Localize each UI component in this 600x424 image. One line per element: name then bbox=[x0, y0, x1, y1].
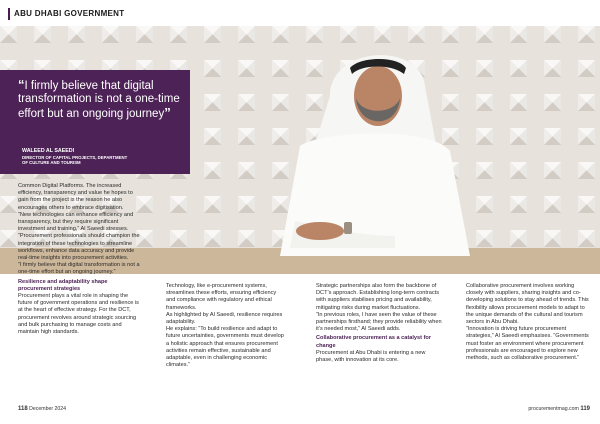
pull-quote bbox=[18, 78, 184, 121]
paragraph: Procurement at Abu Dhabi is entering a new phase, with innovation at its core. bbox=[316, 349, 426, 364]
header-accent-bar bbox=[8, 8, 10, 20]
article-column-1 bbox=[18, 183, 140, 336]
quote-author-name: WALEED AL SAEEDI bbox=[22, 148, 75, 154]
paragraph: “Innovation is driving future procurement strategies,” Al Saeedi emphasises. “Governments must foster an environment where procurement professionals are encouraged to explore new methods, such as collaborative procurement.” bbox=[466, 326, 589, 362]
quote-author-role: DIRECTOR OF CAPITAL PROJECTS, DEPARTMENT OF CULTURE AND TOURISM bbox=[22, 155, 128, 165]
paragraph: Technology, like e-procurement systems, streamlines these efforts, ensuring efficiency and compliance with regulatory and ethical frameworks. bbox=[166, 283, 277, 311]
close-quote-mark: ” bbox=[164, 105, 171, 120]
article-column-3 bbox=[316, 283, 442, 364]
right-page-number: 119 bbox=[580, 406, 590, 412]
section-title: ABU DHABI GOVERNMENT bbox=[14, 9, 125, 18]
paragraph: Common Digital Platforms. The increased efficiency, transparency and value he hopes to gain from the project is the reason he also encourages others to embrace digitisation. bbox=[18, 183, 133, 211]
pull-quote-text: I firmly believe that digital transformation is not a one-time effort but an ongoing journey bbox=[18, 80, 180, 120]
page-header bbox=[0, 0, 600, 26]
paragraph: As highlighted by Al Saeedi, resilience requires adaptability. bbox=[166, 311, 283, 326]
left-page-number: 118 bbox=[18, 406, 28, 412]
issue-date: December 2024 bbox=[29, 406, 67, 412]
article-column-2 bbox=[166, 283, 284, 369]
open-quote-mark: “ bbox=[18, 77, 25, 92]
paragraph: “New technologies can enhance efficiency and transparency, but they require significant investment and training,” Al Saeedi stresses. “Procurement professionals should champion the integration of these technologies to streamline workflows, enhance data accuracy and provide real-time insights into procurement activities. bbox=[18, 211, 140, 262]
paragraph: He explains: “To build resilience and adapt to future uncertainties, governments must develop a holistic approach that ensures procurement activities remain effective, sustainable and adaptable, even in challenging economic climates.” bbox=[166, 326, 284, 369]
right-page-footer bbox=[528, 406, 590, 412]
left-page-footer bbox=[18, 406, 66, 412]
section-heading: Collaborative procurement as a catalyst for change bbox=[316, 335, 432, 349]
paragraph: Procurement plays a vital role in shaping the future of government operations and resilience is at the heart of effective strategy. For the DCT, procurement revolves around strategic sourcing and bulk purchasing to manage costs and maintain high standards. bbox=[18, 293, 139, 336]
site-url[interactable]: procurementmag.com bbox=[528, 406, 579, 412]
article-column-4 bbox=[466, 283, 590, 362]
paragraph: “I firmly believe that digital transformation is not a one-time effort but an ongoing journey.” bbox=[18, 262, 140, 276]
paragraph: Collaborative procurement involves working closely with suppliers, sharing insights and co-developing solutions to stay ahead of trends. This flexibility allows procurement models to adapt to the unique demands of the cultural and tourism sectors in Abu Dhabi. bbox=[466, 283, 589, 326]
paragraph: Strategic partnerships also form the backbone of DCT’s approach. Establishing long-term contracts with suppliers stabilises pricing and availability, mitigating risks during market fluctuations. bbox=[316, 283, 440, 311]
section-heading: Resilience and adaptability shape procurement strategies bbox=[18, 278, 108, 292]
paragraph: “In previous roles, I have seen the value of these partnerships firsthand; they provide reliability when it’s needed most,” Al Saeedi adds. bbox=[316, 311, 442, 333]
pull-quote-box bbox=[0, 70, 190, 174]
